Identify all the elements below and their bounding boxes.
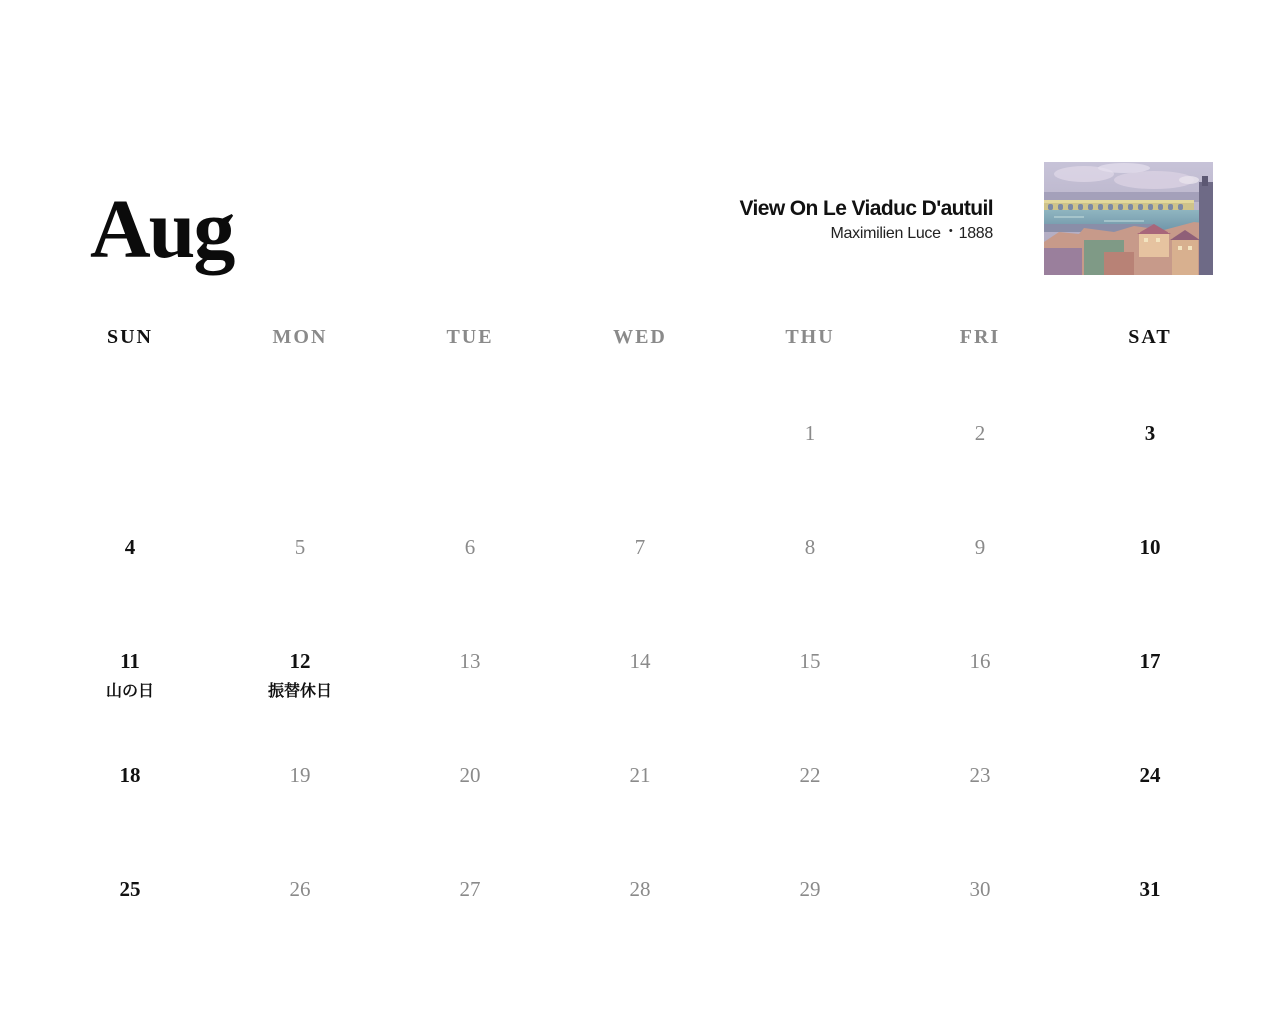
day-cell bbox=[385, 642, 555, 756]
weekday-thu: THU bbox=[785, 326, 835, 348]
day-number: 6 bbox=[464, 535, 476, 559]
month-title: Aug bbox=[90, 183, 234, 276]
day-cell bbox=[725, 870, 895, 984]
day-number: 8 bbox=[804, 535, 816, 559]
weekday-tue: TUE bbox=[446, 326, 494, 348]
day-number: 22 bbox=[799, 763, 821, 787]
day-number: 3 bbox=[1144, 421, 1156, 445]
artwork-painting bbox=[1044, 162, 1213, 275]
day-number: 27 bbox=[459, 877, 481, 901]
day-cell bbox=[555, 756, 725, 870]
day-number: 29 bbox=[799, 877, 821, 901]
day-number: 28 bbox=[629, 877, 651, 901]
day-cell bbox=[555, 414, 725, 528]
day-cell bbox=[1065, 756, 1235, 870]
day-number: 19 bbox=[289, 763, 311, 787]
day-number: 21 bbox=[629, 763, 651, 787]
day-number: 13 bbox=[459, 649, 481, 673]
artwork-year: 1888 bbox=[958, 225, 993, 242]
day-cell bbox=[555, 642, 725, 756]
day-cell bbox=[725, 642, 895, 756]
weekday-header bbox=[45, 326, 1235, 349]
day-cell bbox=[385, 414, 555, 528]
day-cell bbox=[215, 414, 385, 528]
credit-separator: • bbox=[948, 225, 953, 237]
day-number: 30 bbox=[969, 877, 991, 901]
day-number: 1 bbox=[804, 421, 816, 445]
day-cell-holiday bbox=[215, 642, 385, 756]
day-cell bbox=[895, 528, 1065, 642]
day-cell-holiday bbox=[45, 642, 215, 756]
day-number: 20 bbox=[459, 763, 481, 787]
day-cell bbox=[385, 756, 555, 870]
calendar-grid bbox=[45, 414, 1235, 984]
day-cell bbox=[895, 642, 1065, 756]
day-number: 10 bbox=[1139, 535, 1161, 559]
artwork-artist: Maximilien Luce bbox=[830, 225, 941, 242]
day-number: 12 bbox=[289, 649, 311, 673]
artwork-title: View On Le Viaduc D'autuil bbox=[739, 197, 993, 220]
day-cell bbox=[45, 528, 215, 642]
day-cell bbox=[45, 414, 215, 528]
weekday-mon: MON bbox=[272, 326, 328, 348]
holiday-label: 山の日 bbox=[105, 681, 154, 700]
day-cell bbox=[45, 756, 215, 870]
day-cell bbox=[385, 528, 555, 642]
weekday-fri: FRI bbox=[959, 326, 1001, 348]
weekday-wed: WED bbox=[613, 326, 667, 348]
day-number: 18 bbox=[119, 763, 141, 787]
day-cell bbox=[1065, 414, 1235, 528]
day-number: 23 bbox=[969, 763, 991, 787]
day-cell bbox=[1065, 528, 1235, 642]
day-cell bbox=[555, 870, 725, 984]
day-cell bbox=[725, 528, 895, 642]
day-cell bbox=[895, 870, 1065, 984]
weekday-sat: SAT bbox=[1128, 326, 1172, 348]
day-number: 17 bbox=[1139, 649, 1161, 673]
day-cell bbox=[385, 870, 555, 984]
day-number: 15 bbox=[799, 649, 821, 673]
day-cell bbox=[895, 414, 1065, 528]
day-number: 16 bbox=[969, 649, 991, 673]
day-number: 2 bbox=[974, 421, 986, 445]
day-cell bbox=[725, 756, 895, 870]
day-cell bbox=[1065, 642, 1235, 756]
day-number: 7 bbox=[634, 535, 646, 559]
day-cell bbox=[45, 870, 215, 984]
day-number: 11 bbox=[120, 649, 140, 673]
day-cell bbox=[725, 414, 895, 528]
day-number: 25 bbox=[119, 877, 141, 901]
day-cell bbox=[215, 756, 385, 870]
weekday-sun: SUN bbox=[106, 326, 153, 348]
day-cell bbox=[215, 870, 385, 984]
artwork-caption bbox=[739, 196, 993, 247]
day-number: 5 bbox=[294, 535, 306, 559]
day-number: 9 bbox=[974, 535, 986, 559]
day-cell bbox=[215, 528, 385, 642]
day-number: 14 bbox=[629, 649, 651, 673]
holiday-label: 振替休日 bbox=[267, 681, 332, 700]
day-number: 31 bbox=[1139, 877, 1161, 901]
day-cell bbox=[1065, 870, 1235, 984]
day-number: 4 bbox=[124, 535, 136, 559]
artwork-credit bbox=[739, 222, 993, 247]
day-number: 24 bbox=[1139, 763, 1161, 787]
day-cell bbox=[555, 528, 725, 642]
day-cell bbox=[895, 756, 1065, 870]
day-number: 26 bbox=[289, 877, 311, 901]
